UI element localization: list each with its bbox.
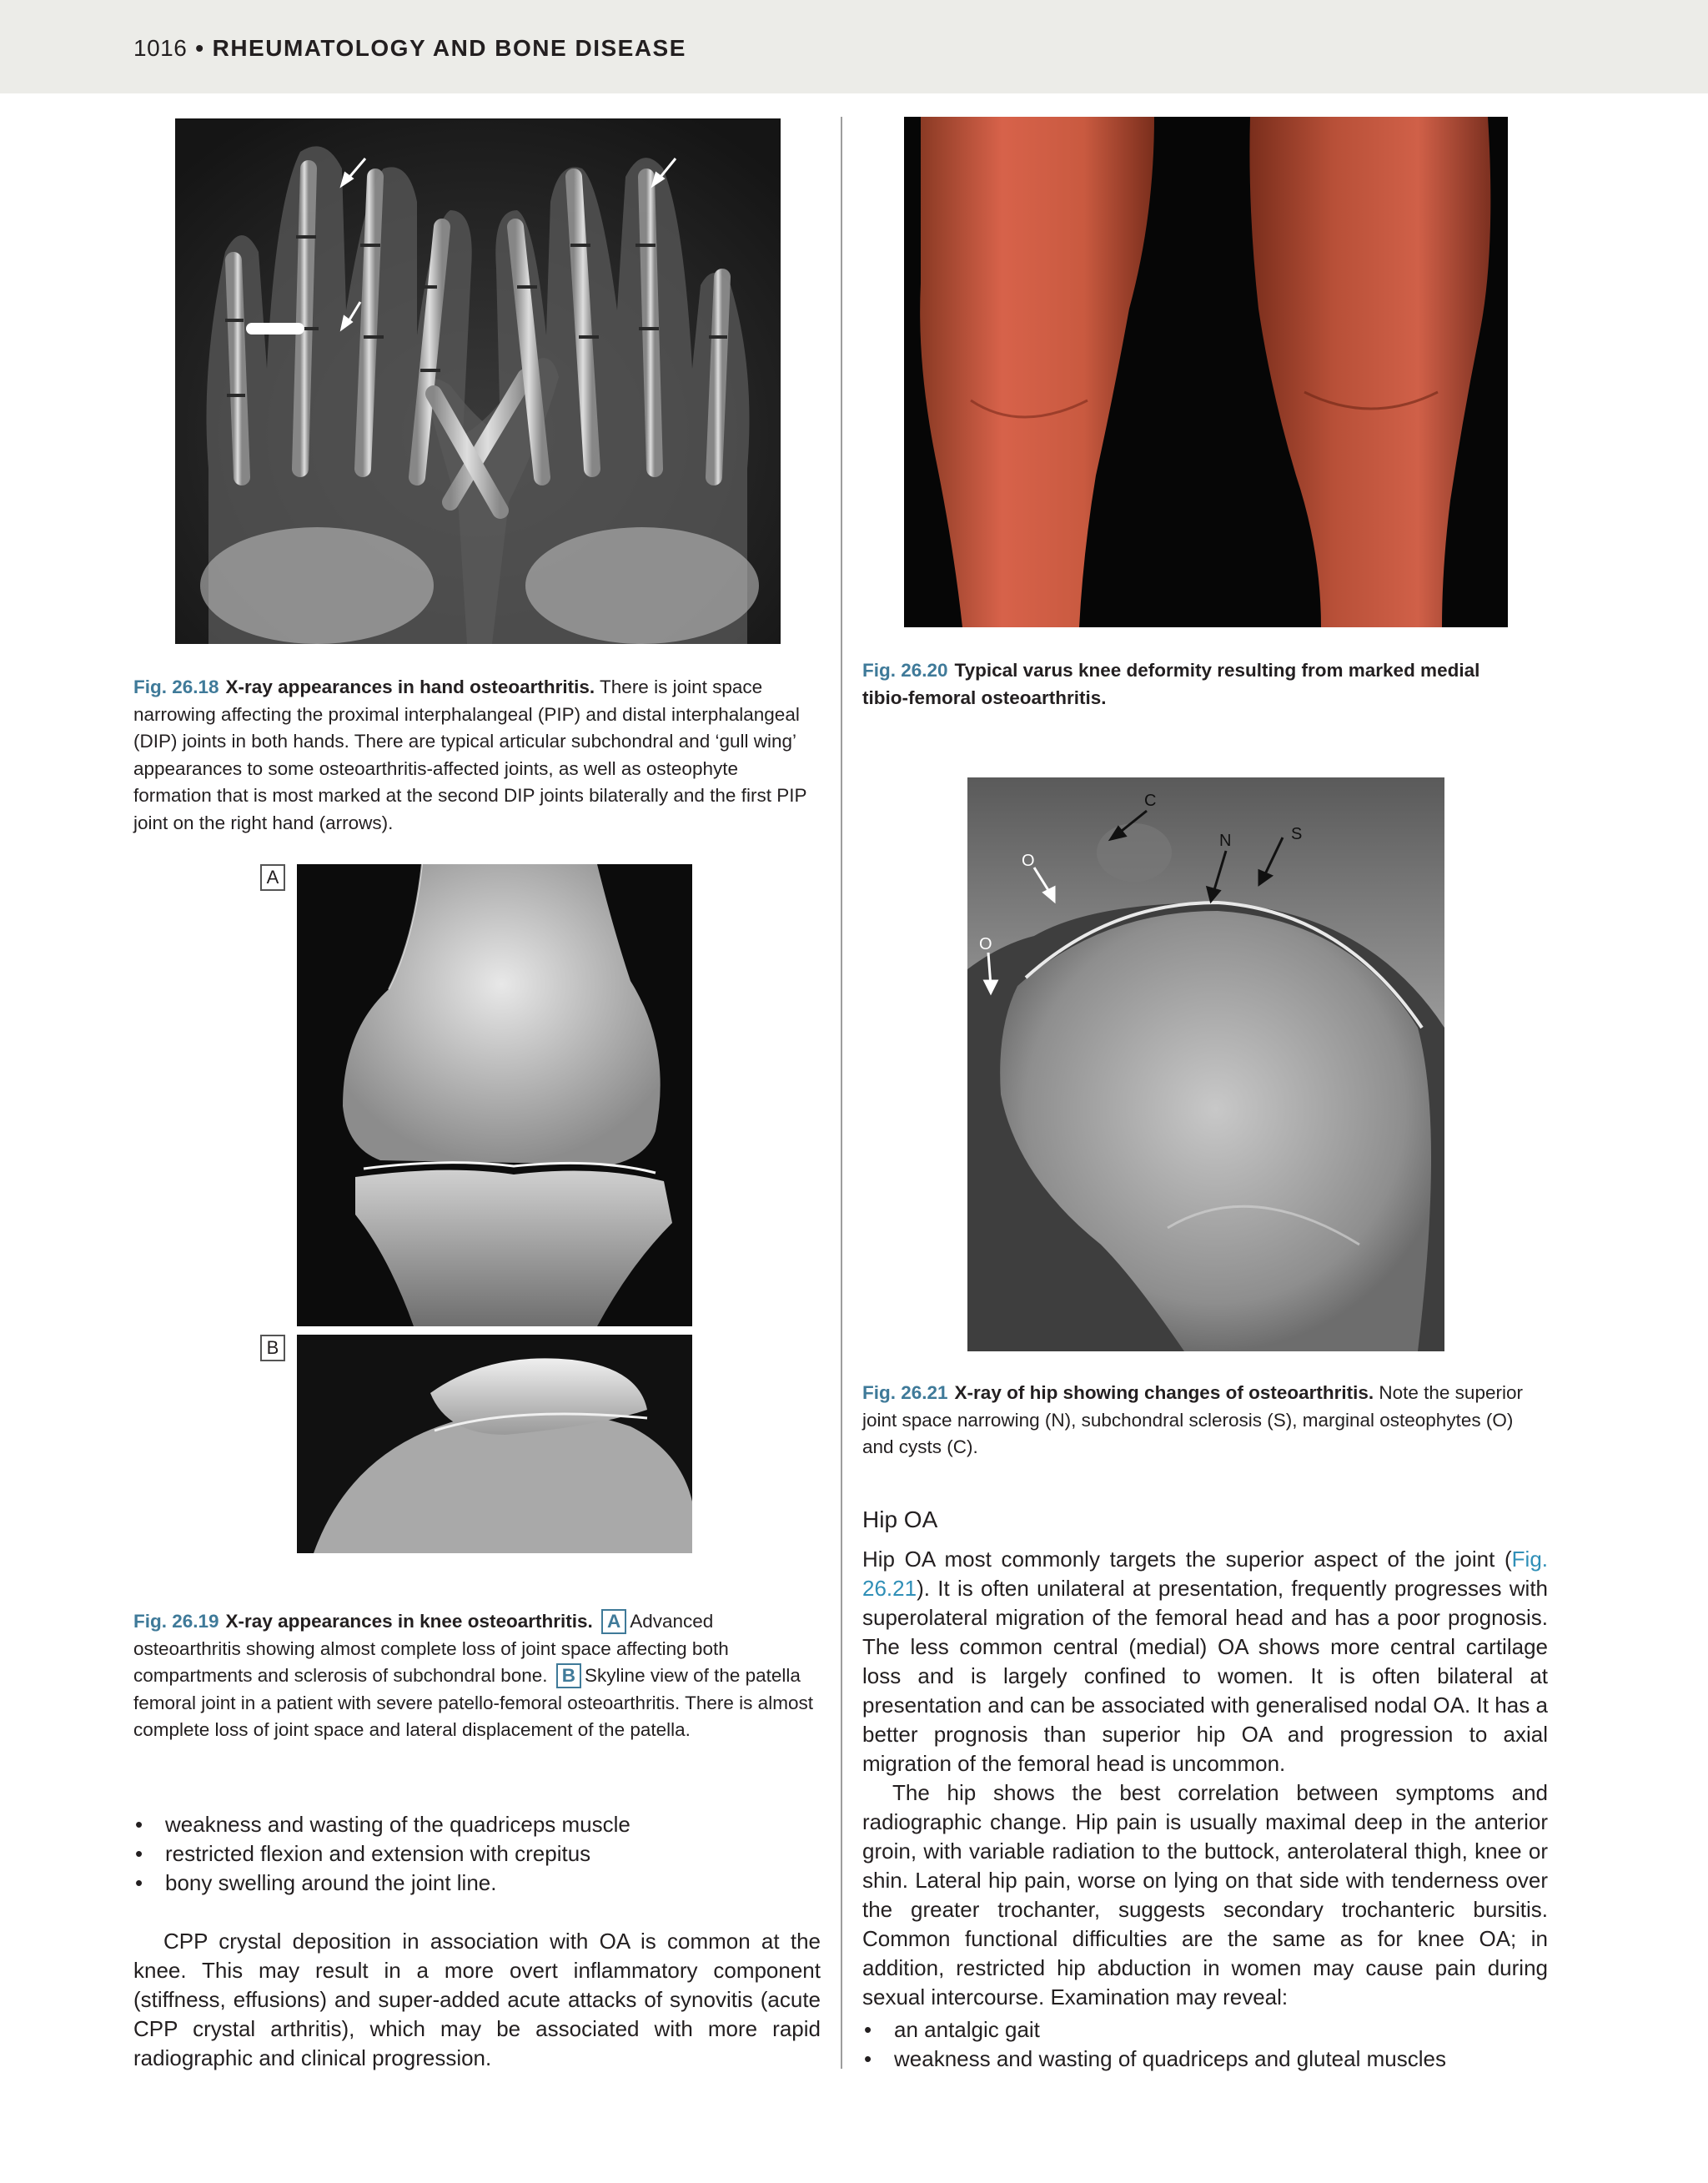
caption-label-b: B <box>556 1663 581 1688</box>
list-item: • weakness and wasting of quadriceps and gluteal muscles <box>864 2046 1446 2071</box>
list-item: • restricted flexion and extension with crepitus <box>135 1841 591 1866</box>
knee-findings-list <box>133 1810 817 1898</box>
knee-cpp-paragraph: CPP crystal deposition in association with OA is common at the knee. This may result in a more overt inflammatory component (stiffness, effusions) and super-added acute attacks of synovitis (acute CPP crystal arthritis), which may be associated with more rapid radiographic and clinical progression. <box>133 1929 821 2070</box>
fig-title: X-ray of hip showing changes of osteoarthritis. <box>954 1382 1374 1403</box>
header-separator: • <box>195 35 204 61</box>
marker-s: S <box>1291 825 1303 843</box>
varus-knee-photo <box>904 117 1508 627</box>
fig-26-19-caption <box>133 1608 826 1744</box>
running-head <box>133 35 686 62</box>
marker-c: C <box>1144 792 1157 810</box>
panel-label-a: A <box>260 864 285 891</box>
fig-text: Note the superior joint space narrowing (N), subchondral sclerosis (S), marginal osteophytes (O) and cysts (C). <box>862 1382 1523 1457</box>
fig-title: X-ray appearances in hand osteoarthritis. <box>225 677 595 697</box>
caption-text-a: Advanced osteoarthritis showing almost complete loss of joint space affecting both compartments and sclerosis of subchondral bone. <box>133 1611 729 1686</box>
caption-text-b: Skyline view of the patella femoral joint in a patient with severe patello-femoral osteoarthritis. There is almost complete loss of joint space and lateral displacement of the patella. <box>133 1665 813 1740</box>
marker-o-lower: O <box>979 935 992 953</box>
chapter-title: RHEUMATOLOGY AND BONE DISEASE <box>212 35 686 61</box>
knee-ap-xray-image <box>297 864 692 1326</box>
panel-label-b: B <box>260 1335 285 1361</box>
fig-title: X-ray appearances in knee osteoarthritis. <box>225 1611 593 1632</box>
list-item: • an antalgic gait <box>864 2017 1040 2042</box>
column-divider <box>841 117 842 2069</box>
list-item: • weakness and wasting of the quadriceps muscle <box>135 1812 630 1837</box>
marker-o-upper: O <box>1022 852 1035 870</box>
caption-label-a: A <box>601 1609 626 1634</box>
hand-xray-image <box>175 118 781 644</box>
fig-number: Fig. 26.21 <box>862 1382 948 1403</box>
page-number: 1016 <box>133 35 188 61</box>
section-heading-hip-oa: Hip OA <box>862 1506 938 1532</box>
hip-oa-text <box>862 1545 1548 2012</box>
fig-number: Fig. 26.20 <box>862 660 948 681</box>
knee-skyline-xray-image <box>297 1335 692 1553</box>
fig-26-18-caption <box>133 674 817 837</box>
list-item: • bony swelling around the joint line. <box>135 1870 497 1895</box>
hip-oa-paragraph-1: Hip OA most commonly targets the superior aspect of the joint (Fig. 26.21). It is often unilateral at presentation, frequently progresses with superolateral migration of the femoral head and has a poor prognosis. The less common central (medial) OA shows more central cartilage loss and is largely confined to women. It is often bilateral at presentation and can be associated with generalised nodal OA. It has a better prognosis than superior hip OA and progression to axial migration of the femoral head is uncommon. <box>862 1547 1548 1776</box>
marker-n: N <box>1219 832 1232 850</box>
fig-26-21-caption <box>862 1380 1550 1461</box>
fig-number: Fig. 26.18 <box>133 677 219 697</box>
fig-title: Typical varus knee deformity resulting from marked medial tibio-femoral osteoarthritis. <box>862 660 1480 708</box>
hip-oa-paragraph-2: The hip shows the best correlation between symptoms and radiographic change. Hip pain is usually maximal deep in the anterior groin, with variable radiation to the buttock, anterolateral thigh, knee or shin. Lateral hip pain, worse on lying on that side with tenderness over the greater trochanter, suggests secondary trochanteric bursitis. Common functional difficulties are the same as for knee OA; in addition, restricted hip abduction in women may cause pain during sexual intercourse. Examination may reveal: <box>862 1780 1548 2009</box>
figure-reference-link[interactable]: Fig. 26.21 <box>862 1547 1548 1601</box>
hip-xray-image <box>967 777 1444 1351</box>
fig-number: Fig. 26.19 <box>133 1611 219 1632</box>
fig-26-20-caption <box>862 657 1530 712</box>
hip-findings-list <box>862 2015 1548 2074</box>
fig-text: There is joint space narrowing affecting the proximal interphalangeal (PIP) and distal interphalangeal (DIP) joints in both hands. There are typical articular subchondral and ‘gull wing’ appearances to some osteoarthritis-affected joints, as well as osteophyte formation that is most marked at the second DIP joints bilaterally and the first PIP joint on the right hand (arrows). <box>133 677 807 833</box>
